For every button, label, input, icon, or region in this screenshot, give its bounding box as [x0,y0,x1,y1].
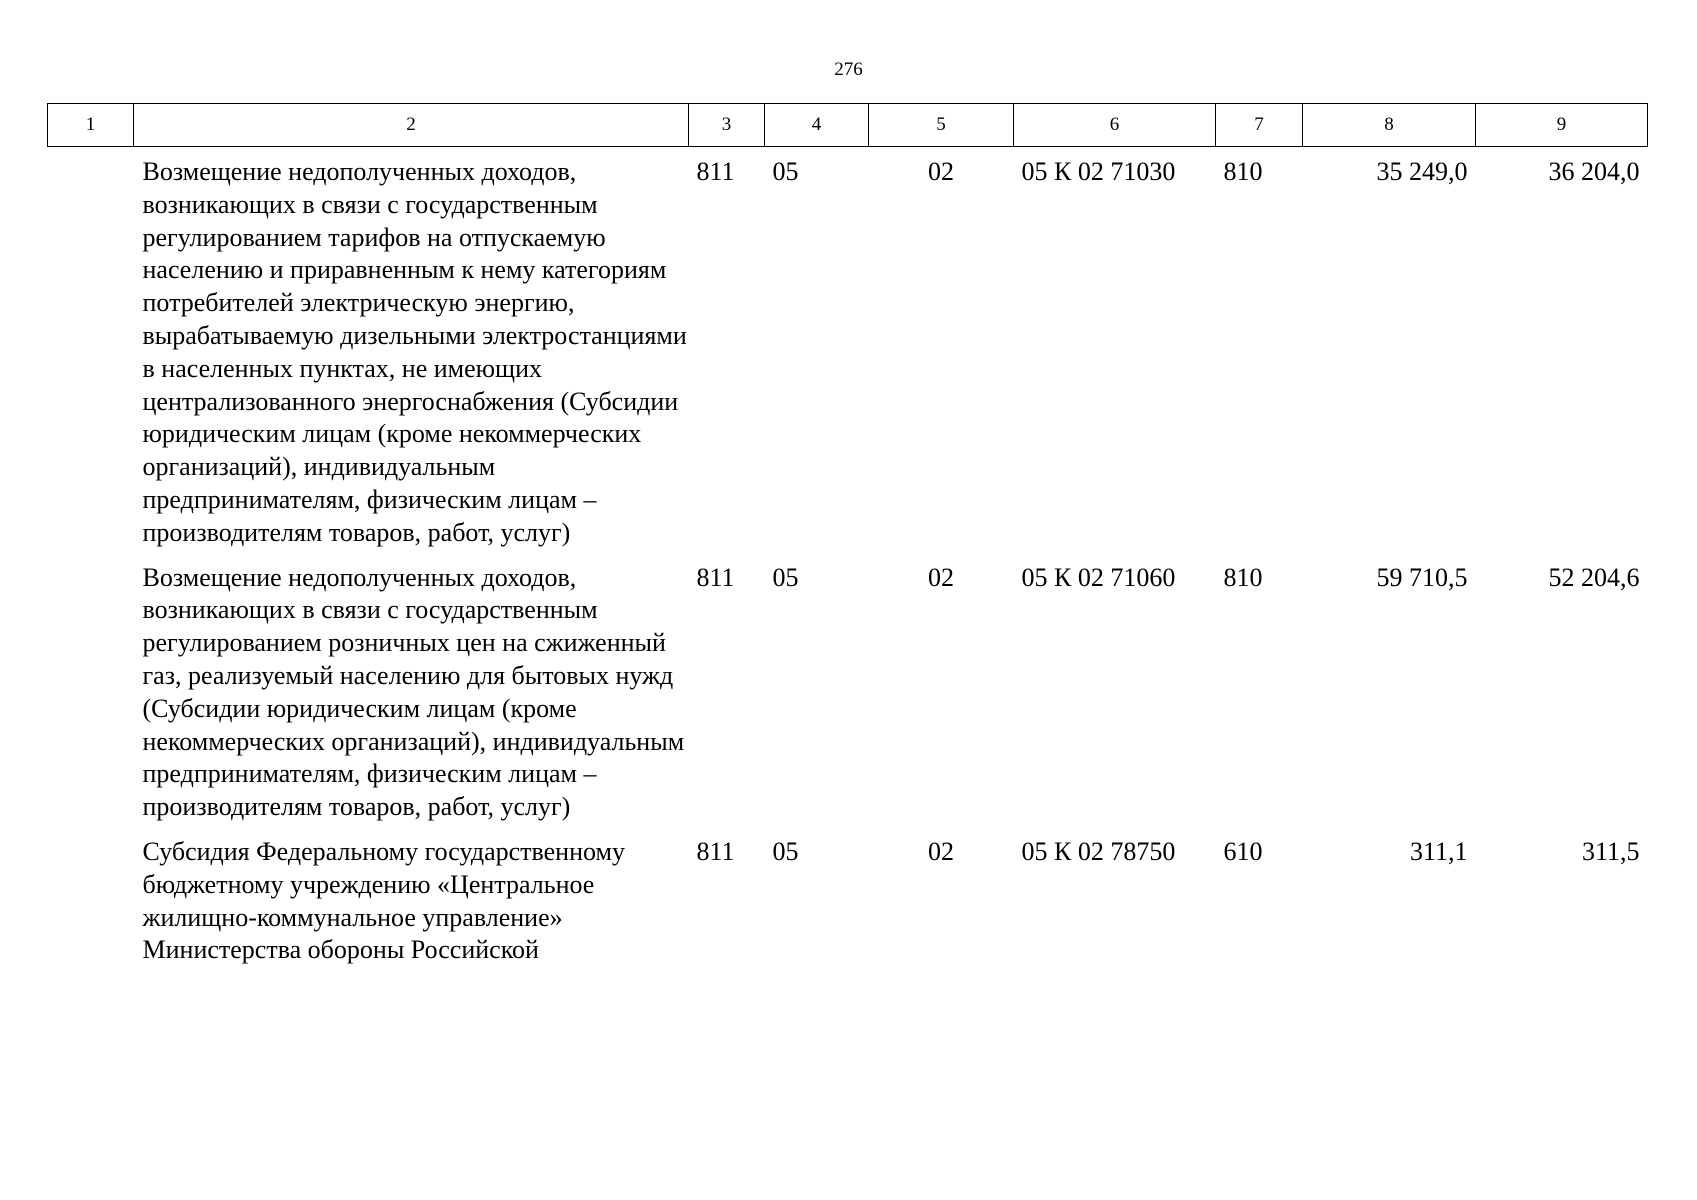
header-cell-9: 9 [1476,104,1648,147]
subsection-code-cell: 02 [928,562,954,592]
ministry-code-cell: 811 [696,836,735,866]
amount-year1-cell: 59 710,5 [1376,562,1468,592]
amount-year1-cell: 311,1 [1409,836,1468,866]
header-cell-2: 2 [134,104,689,147]
amount-year2-cell: 52 204,6 [1548,562,1640,592]
header-cell-6: 6 [1014,104,1216,147]
subsection-code-cell: 02 [928,157,954,186]
amount-year2-cell: 311,5 [1581,836,1640,866]
header-cell-4: 4 [765,104,869,147]
header-cell-3: 3 [689,104,765,147]
amount-year2-cell: 36 204,0 [1548,157,1640,186]
subsection-code-cell: 02 [928,836,954,866]
target-article-cell: 05 К 02 71030 [1021,157,1176,186]
ministry-code-cell: 811 [696,562,735,592]
description-cell: Возмещение недополученных доходов, возникающих в связи с государственным регулированием розничных цен на сжиженный газ, реализуемый населению для бытовых нужд (Субсидии юридическим лицам (кроме некоммерческих организаций), индивидуальным предпринимателям, физическим лицам – производителям товаров, работ, услуг) [142,562,685,822]
expense-type-cell: 810 [1223,157,1263,186]
row-number-cell [48,147,134,556]
section-code-cell: 05 [772,157,799,186]
page-number: 276 [834,59,863,80]
header-cell-7: 7 [1216,104,1303,147]
row-number-cell [48,556,134,830]
amount-year1-cell: 35 249,0 [1376,157,1468,186]
ministry-code-cell: 811 [696,157,735,186]
header-cell-5: 5 [869,104,1014,147]
section-code-cell: 05 [772,836,799,866]
table-row [48,556,1648,830]
target-article-cell: 05 К 02 78750 [1021,836,1176,866]
header-cell-8: 8 [1303,104,1476,147]
expense-type-cell: 810 [1223,562,1263,592]
description-cell: Возмещение недополученных доходов, возникающих в связи с государственным регулированием тарифов на отпускаемую населению и приравненным к нему категориям потребителей электрическую энергию, вырабатываемую дизельными электростанциями в населенных пунктах, не имеющих централизованного энергоснабжения (Субсидии юридическим лицам (кроме некоммерческих организаций), индивидуальным предпринимателям, физическим лицам – производителям товаров, работ, услуг) [142,157,687,547]
table-row [48,830,1648,973]
row-number-cell [48,830,134,973]
description-cell: Субсидия Федеральному государственному бюджетному учреждению «Центральное жилищно-коммунальное управление» Министерства обороны Российской [142,836,625,965]
header-cell-1: 1 [48,104,134,147]
budget-table [47,103,1648,973]
table-row [48,147,1648,556]
header-row [48,104,1648,147]
section-code-cell: 05 [772,562,799,592]
expense-type-cell: 610 [1223,836,1263,866]
target-article-cell: 05 К 02 71060 [1021,562,1176,592]
